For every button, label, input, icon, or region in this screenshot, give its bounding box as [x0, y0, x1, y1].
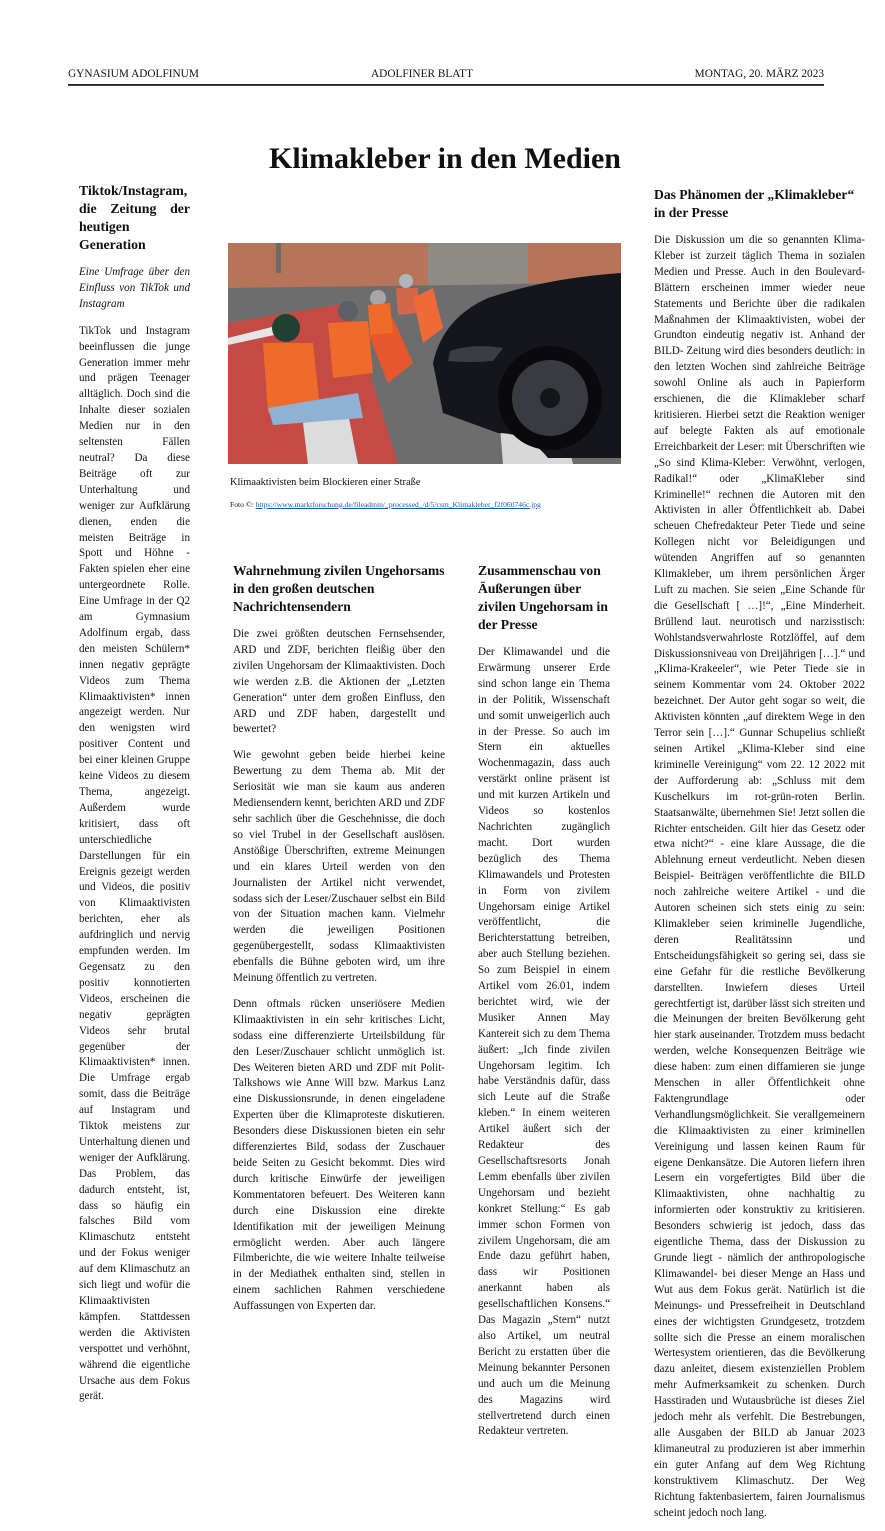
protest-photo [228, 243, 621, 464]
article-subheading: Eine Umfrage über den Einfluss von TikTok und Instagram [79, 266, 190, 310]
article-body: Die Diskussion um die so genannten Klima-Kleber ist zurzeit täglich Thema in sozialen Medien und Presse. Auch in den Boulevard-Blättern erscheinen immer wieder neue Statements und Berichte über die radikalen Maßnahmen der Klimaaktivisten, wobei der Grundton eindeutig negativ ist. Anhand der BILD- Zeitung wird dies besonders deutlich: in den letzten Wochen sind zahlreiche Beiträge sowohl Online als auch in Papierform erschienen, die die Klimakleber scharf kritisieren. Hierbei setzt die Reaktion weniger auf belegte Fakten als auf emotionale Erreichbarkeit der Leser: mit Überschriften wie „So sind Klima-Kleber: Verwöhnt, verlogen, Radikal!“ oder „KlimaKleber sind Kriminelle!“ rechnen die Autoren mit den Aktivisten in aller Öffentlichkeit ab. Dabei scheuen Chefredakteur Peter Tiede und seine Kollegen nicht vor Beleidigungen und wütenden Angriffen auf so genannten Klimakleber, um ihrem persönlichen Ärger Luft zu machen. Sie seien „Eine Schande für die Gesellschaft [ …]!“, „Eine Minderheit. Brüllend laut. neurotisch und narzisstisch: Wohlstandsverwahrloste Rotzlöffel, auf dem Diskussionsniveau von Dreijährigen […].“ und „Klima-Krakeeler“, wie Peter Tiede sie in seinem Kommentar vom 24. Oktober 2022 bezeichnet. Der Autor geht sogar so weit, die Aktivisten könnten „auf direktem Wege in den Terror sein […].“ Gunnar Schupelius schließt seinen Artikel „Klima-Kleber sind eine kriminelle Vereinigung“ vom 22. 12 2022 mit der Aufforderung ab: „Schluss mit dem Kuschelkurs im rot-grün-roten Berlin. Staatsanwälte, übernehmen Sie! Jetzt sollen die Richter entscheiden. Gilt hier das Gesetz oder etwa nicht?“ - eine klare Aussage, die die Ablehnung erneut verdeutlicht. Neben diesen Beispiel- Beiträgen veröffentlichte die BILD noch zahlreiche weitere Artikel - und die Autoren scheinen sich stets einig zu sein: Klimakleber seien kriminelle Jugendliche, deren Realitätssinn und Entscheidungsfähigkeit so gering sei, dass sie eine Gefahr für die restliche Bevölkerung darstellten. Inwiefern dieses Urteil gerechtfertigt ist, darüber lässt sich streiten und die Meinungen der breiten Bevölkerung geht hier stark auseinander. Trotzdem muss bedacht werden, welche Konsequenzen Beiträge wie diese haben: zum einen diffamieren sie junge Menschen in aller Öffentlichkeit ohne Faktengrundlage oder Verhandlungsmöglichkeit. Sie verallgemeinern die Klimaaktivisten zu einer kriminellen Vereinigung und lassen keinen Raum für eigene Denkansätze. Die Autoren liefern ihren Lesern ein vorgefertigtes Bild über die Klimaaktivisten, ohne nachhaltig zu informierten oder konstruktiv zu kritisieren. Besonders schwierig ist jedoch, dass das eigentliche Thema, dass der Diskussion zu Grunde liegt - nämlich der anthropologische Klimawandel- bei dieser Menge an Hass und Wut aus dem Fokus gerät. Natürlich ist die Meinungs- und Pressefreiheit in Deutschland eines der wichtigsten Grundgesetz, trotzdem sollte sich die Presse an einem moralischen Wertesystem orientieren, das die Bevölkerung dazu anleitet, diesem existenziellen Problem mehr Aufmerksamkeit zu schenken. Durch Hasstiraden und Wutausbrüche ist dieses Ziel jedoch mehr als verfehlt. Die Bestrebungen, alle Ausgaben der BILD ab Januar 2023 klimaneutral zu produzieren ist aber immerhin ein guter Anfang auf dem Weg Richtung konstruktivem Klimaschutz. Der Weg Richtung faktenbasiertem, fairen Journalismus scheint jedoch noch lang. [654, 234, 865, 1519]
issue-date: MONTAG, 20. MÄRZ 2023 [694, 68, 824, 80]
article-heading: Wahrnehmung zivilen Ungehorsams in den großen deutschen Nachrichtensendern [233, 563, 445, 614]
photo-credit [230, 500, 541, 509]
article-stern-press [478, 562, 610, 1450]
article-heading: Das Phänomen der „Klimakleber“ in der Presse [654, 187, 855, 220]
header-rule [68, 84, 824, 86]
article-body: TikTok und Instagram beeinflussen die junge Generation immer mehr und prägen Teenager alltäglich. Doch sind die Inhalte dieser sozialen Medien nur in den seltensten Fällen neutral? Da diese Beiträge oft zur Unterhaltung und weniger zur Aufklärung dienen, enden die meisten Beiträge in Spott und Höhne - Fakten spielen eher eine untergeordnete Rolle. Eine Umfrage in der Q2 am Gymnasium Adolfinum ergab, dass den meisten Schülern* innen negativ geprägte Videos zum Thema Klimaaktivisten* innen angezeigt werden. Nur den wenigsten wird positiver Content und bei einer kleinen Gruppe keine Videos zu diesem Thema, angezeigt. Außerdem wurde kritisiert, dass oft unterschiedliche Darstellungen für ein Ereignis gezeigt werden und Videos, die positiv von Klimaaktivisten berichten, eher als aufdringlich und nervig empfunden werden. Im Gegensatz zu den positiv konnotierten Videos, erscheinen die negativ geprägten Videos sehr brutal gegenüber der Klimaaktivisten* innen. Die Umfrage ergab somit, dass die Beiträge auf Instagram und Tiktok meistens zur Unterhaltung dienen und weniger der Aufklärung. Das Problem, das dadurch entsteht, ist, dass so häufig ein falsches Bild vom Klimaschutz entsteht und der Fokus weniger auf dem Klimaschutz an sich liegt und wofür die Klimaaktivisten kämpfen. Stattdessen werden die Aktivisten verspottet und verhöhnt, während die eigentliche Ursache aus dem Fokus gerät. [79, 324, 190, 1403]
article-tiktok-instagram [79, 182, 190, 1415]
article-heading: Tiktok/Instagram, die Zeitung der heutigen Generation [79, 183, 190, 252]
photo-illustration [228, 243, 621, 464]
photo-source-link[interactable]: https://www.marktforschung.de/fileadmin/_processed_/d/5/csm_Klimakleber_f2f060746c.jpg [255, 500, 541, 509]
page-title: Klimakleber in den Medien [269, 142, 621, 175]
credit-label: Foto ©: [230, 500, 256, 509]
article-paragraph: Die zwei größten deutschen Fernsehsender, ARD und ZDF, berichten fleißig über den zivilen Ungehorsam der Klimaaktivisten. Doch wie werden z.B. die Aktionen der „Letzten Generation“ unter dem großen Einfluss, den ARD und ZDF haben, dargestellt und bewertet? [233, 628, 445, 736]
article-body: Der Klimawandel und die Erwärmung unserer Erde sind schon lange ein Thema in der Politik, Wissenschaft und somit unweigerlich auch in der Presse. So auch im Stern ein aktuelles Wochenmagazin, dass auch verstärkt online präsent ist und mit kurzen Artikeln und Videos so kostenlos Nachrichten zugänglich macht. Dort wurden bezüglich des Thema Klimawandels und Protesten in Form von zivilem Ungehorsam einige Artikel veröffentlicht, die Berichterstattung betreiben, aber auch Stellung beziehen. So zum Beispiel in einem Artikel vom 26.01, indem berichtet wird, wie der Musiker Annen May Kantereit sich zu dem Thema äußert: „Ich finde zivilen Ungehorsam legitim. Ich habe Verständnis dafür, dass sich Leute auf die Straße kleben.“ In einem weiteren Artikel äußert sich der Redakteur des Gesellschaftsresorts Jonah Lemm ebenfalls über zivilen Ungehorsam und bezieht konkret Stellung:“ Es gab immer schon Formen von zivilem Ungehorsam, die am Ende dazu geführt haben, dass wir Positionen anerkannt haben als gesellschaftlichen Konsens.“ Das Magazin „Stern“ nutzt also Artikel, um neutral Bericht zu erstatten über die Meinung bekannter Personen und auch um die Meinung des Magazins wird stellvertretend durch einen Redakteur vertreten. [478, 646, 610, 1438]
article-heading: Zusammenschau von Äußerungen über zivilen Ungehorsam in der Presse [478, 563, 608, 632]
article-paragraph: Denn oftmals rücken unseriösere Medien Klimaaktivisten in ein sehr kritisches Licht, sodass eine differenzierte Urteilsbildung für den Leser/Zuschauer schlicht unmöglich ist. Des Weiteren bieten ARD und ZDF mit Polit-Talkshows wie Anne Will bzw. Markus Lanz eine Diskussionsrunde, in denen eingeladene Experten über die Klimaproteste diskutieren. Besonders diese Diskussionen bieten ein sehr differenziertes Bild, sodass der Zuschauer beide Seiten zu Gesicht bekommt. Dies wird durch kritische Einwürfe der jeweiligen Kommentatoren befeuert. Des Weiteren kann durch eine Diskussion eine direkte Identifikation mit der jeweiligen Meinung ermöglicht werden. Aber auch längere Filmberichte, die wie weitere Inhalte teilweise in der Mediathek enthalten sind, stellen in einem sachlichen Rahmen verschiedene Auffassungen von Experten dar. [233, 997, 445, 1313]
article-bild-klimakleber [654, 186, 865, 1531]
school-name: GYNASIUM ADOLFINUM [68, 68, 199, 80]
photo-caption: Klimaaktivisten beim Blockieren einer Straße [230, 477, 421, 488]
newspaper-name: ADOLFINER BLATT [371, 68, 473, 80]
article-ard-zdf [233, 562, 445, 1325]
article-paragraph: Wie gewohnt geben beide hierbei keine Bewertung zu dem Thema ab. Mit der Seriosität wie man sie kaum aus anderen Mediensendern kennt, berichten ARD und ZDF sehr sachlich über die Geschehnisse, die doch so viel Trubel in der Gesellschaft auslösen. Anstößige Überschriften, extreme Meinungen und ein klares Urteil werden von den Journalisten der Artikel nicht verwendet, sodass sich der Leser/Zuschauer selbst ein Bild von der Situation machen kann. Vielmehr werden die jeweiligen Positionen gegenübergestellt, sodass Klimaaktivisten ebenfalls die Bühne geboten wird, um ihre Meinung öffentlich zu vertreten. [233, 749, 445, 985]
